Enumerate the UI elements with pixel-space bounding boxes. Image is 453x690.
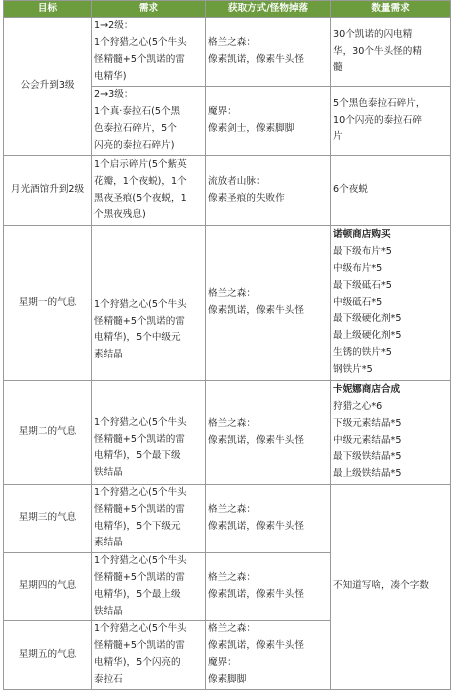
text-line: 黑夜圣痕(5个夜蜕，1: [94, 192, 187, 204]
list-item: 钢铁片*5: [333, 363, 373, 375]
target-wednesday: 星期三的气息: [4, 485, 92, 553]
quantity-wed-to-fri: 不知道写啥，凑个字数: [331, 485, 451, 690]
text-line: 华，30个牛头怪的精: [333, 45, 422, 57]
text-line: 片: [333, 131, 343, 143]
requirement-monday: [92, 226, 206, 381]
target-monday: 星期一的气息: [4, 226, 92, 381]
requirement-guild-1to2: [92, 18, 206, 87]
text-line: 电精华)，5个中级元: [94, 332, 181, 344]
text-line: 像素凯诺，像素牛头怪: [208, 434, 304, 446]
requirement-tuesday: [92, 381, 206, 485]
text-line: 格兰之森：: [208, 37, 256, 49]
text-line: 10个闪亮的泰拉石碎: [333, 114, 422, 126]
text-line: 1个狩猎之心(5个牛头: [94, 298, 187, 310]
text-line: 1个狩猎之心(5个牛头: [94, 416, 187, 428]
list-item: 最下级布片*5: [333, 246, 392, 258]
text-line: 格兰之森：: [208, 288, 256, 300]
text-line: 铁结晶: [94, 605, 123, 617]
text-line: 素结晶: [94, 349, 123, 361]
text-line: 1个狩猎之心(5个牛头: [94, 37, 187, 49]
header-requirement: 需求: [92, 1, 206, 18]
list-item: 下级元素结晶*5: [333, 417, 402, 429]
text-line: 电精华)，5个最上级: [94, 588, 181, 600]
quantity-guild-2to3: [331, 87, 451, 156]
source-friday: [206, 621, 331, 689]
shop-heading: 诺顿商店购买: [333, 229, 391, 241]
requirement-guild-2to3: [92, 87, 206, 156]
text-line: 格兰之森：: [208, 417, 256, 429]
quantity-moonlight: [331, 156, 451, 226]
text-line: 电精华)，5个最下级: [94, 450, 181, 462]
source-guild-2to3: [206, 87, 331, 156]
text-line: 1个真·泰拉石(5个黑: [94, 106, 181, 118]
text-line: 怪精髓+5个凯诺的雷: [94, 54, 185, 65]
text-line: 个黑夜残息): [94, 209, 146, 221]
quantity-tuesday: [331, 381, 451, 485]
text-line: 像素凯诺，像素牛头怪: [208, 640, 304, 652]
text-line: 电精华)，5个闪亮的: [94, 656, 181, 668]
list-item: 最下级铁结晶*5: [333, 451, 402, 463]
text-line: 怪精髓+5个凯诺的雷: [94, 315, 185, 327]
text-line: 像素凯诺，像素牛头怪: [208, 54, 304, 65]
target-guild: 公会升到3级: [4, 18, 92, 156]
text-line: 泰拉石: [94, 673, 123, 685]
list-item: 中级元素结晶*5: [333, 434, 402, 446]
source-guild-1to2: [206, 18, 331, 87]
source-wednesday: [206, 485, 331, 553]
list-item: 最下级砥石*5: [333, 279, 392, 291]
requirement-wednesday: [92, 485, 206, 553]
text-line: 格兰之森：: [208, 623, 256, 635]
text-line: 怪精髓+5个凯诺的雷: [94, 571, 185, 583]
list-item: 最下级硬化剂*5: [333, 313, 402, 325]
text-line: 像素剑士，像素脚脚: [208, 123, 295, 134]
text-line: 5个黑色泰拉石碎片，: [333, 97, 426, 109]
text-line: 像素凯诺，像素牛头怪: [208, 588, 304, 600]
text-line: 6个夜蜕: [333, 184, 368, 196]
text-line: 2→3级：: [94, 89, 134, 101]
text-line: 1个狩猎之心(5个牛头: [94, 623, 187, 635]
text-line: 闪亮的泰拉石碎片): [94, 139, 175, 151]
text-line: 1个狩猎之心(5个牛头: [94, 487, 187, 498]
source-moonlight: [206, 156, 331, 226]
header-quantity: 数量需求: [331, 1, 451, 18]
text-line: 30个凯诺的闪电精: [333, 28, 413, 40]
text-line: 怪精髓+5个凯诺的雷: [94, 433, 185, 445]
text-line: 格兰之森：: [208, 571, 256, 583]
text-line: 像素凯诺，像素牛头怪: [208, 305, 304, 316]
header-target: 目标: [4, 1, 92, 18]
text-line: 魔界：: [208, 656, 237, 668]
text-line: 髓: [333, 62, 343, 74]
header-source: 获取方式/怪物掉落: [206, 1, 331, 18]
text-line: 像素圣痕的失败作: [208, 192, 285, 204]
table-row: [4, 226, 451, 381]
text-line: 素结晶: [94, 537, 123, 549]
target-moonlight: 月光酒馆升到2级: [4, 156, 92, 226]
text-line: 1个狩猎之心(5个牛头: [94, 555, 187, 567]
text-line: 怪精髓+5个凯诺的雷: [94, 503, 185, 515]
table-row: [4, 156, 451, 226]
list-item: 狩猎之心*6: [333, 400, 383, 412]
list-item: 最上级铁结晶*5: [333, 468, 402, 480]
requirement-moonlight: [92, 156, 206, 226]
target-tuesday: 星期二的气息: [4, 381, 92, 485]
text-line: 色泰拉石碎片，5个: [94, 123, 177, 134]
text-line: 格兰之森：: [208, 503, 256, 515]
shop-heading: 卡妮娜商店合成: [333, 384, 401, 396]
list-item: 最上级硬化剂*5: [333, 330, 402, 342]
table-row: [4, 381, 451, 485]
requirement-friday: [92, 621, 206, 689]
text-line: 花瓣，1个夜蜕)，1个: [94, 175, 187, 187]
text-line: 1→2级：: [94, 20, 134, 32]
quantity-guild-1to2: [331, 18, 451, 87]
text-line: 像素凯诺，像素牛头怪: [208, 520, 304, 532]
quantity-monday: [331, 226, 451, 381]
source-monday: [206, 226, 331, 381]
text-line: 电精华)，5个下级元: [94, 520, 181, 532]
target-thursday: 星期四的气息: [4, 553, 92, 621]
text-line: 电精华): [94, 70, 127, 82]
table-row: [4, 18, 451, 87]
text-line: 魔界：: [208, 106, 237, 118]
target-friday: 星期五的气息: [4, 621, 92, 689]
text-line: 流放者山脉：: [208, 175, 266, 187]
text-line: 怪精髓+5个凯诺的雷: [94, 640, 185, 652]
table-row: [4, 485, 451, 553]
source-thursday: [206, 553, 331, 621]
text-line: 铁结晶: [94, 467, 123, 479]
header-row: [4, 1, 451, 18]
materials-table: [3, 0, 451, 690]
source-tuesday: [206, 381, 331, 485]
requirement-thursday: [92, 553, 206, 621]
list-item: 生锈的铁片*5: [333, 346, 392, 358]
text-line: 像素脚脚: [208, 673, 247, 685]
text-line: 1个启示碎片(5个紫英: [94, 158, 187, 170]
list-item: 中级布片*5: [333, 263, 383, 274]
list-item: 中级砥石*5: [333, 296, 383, 308]
